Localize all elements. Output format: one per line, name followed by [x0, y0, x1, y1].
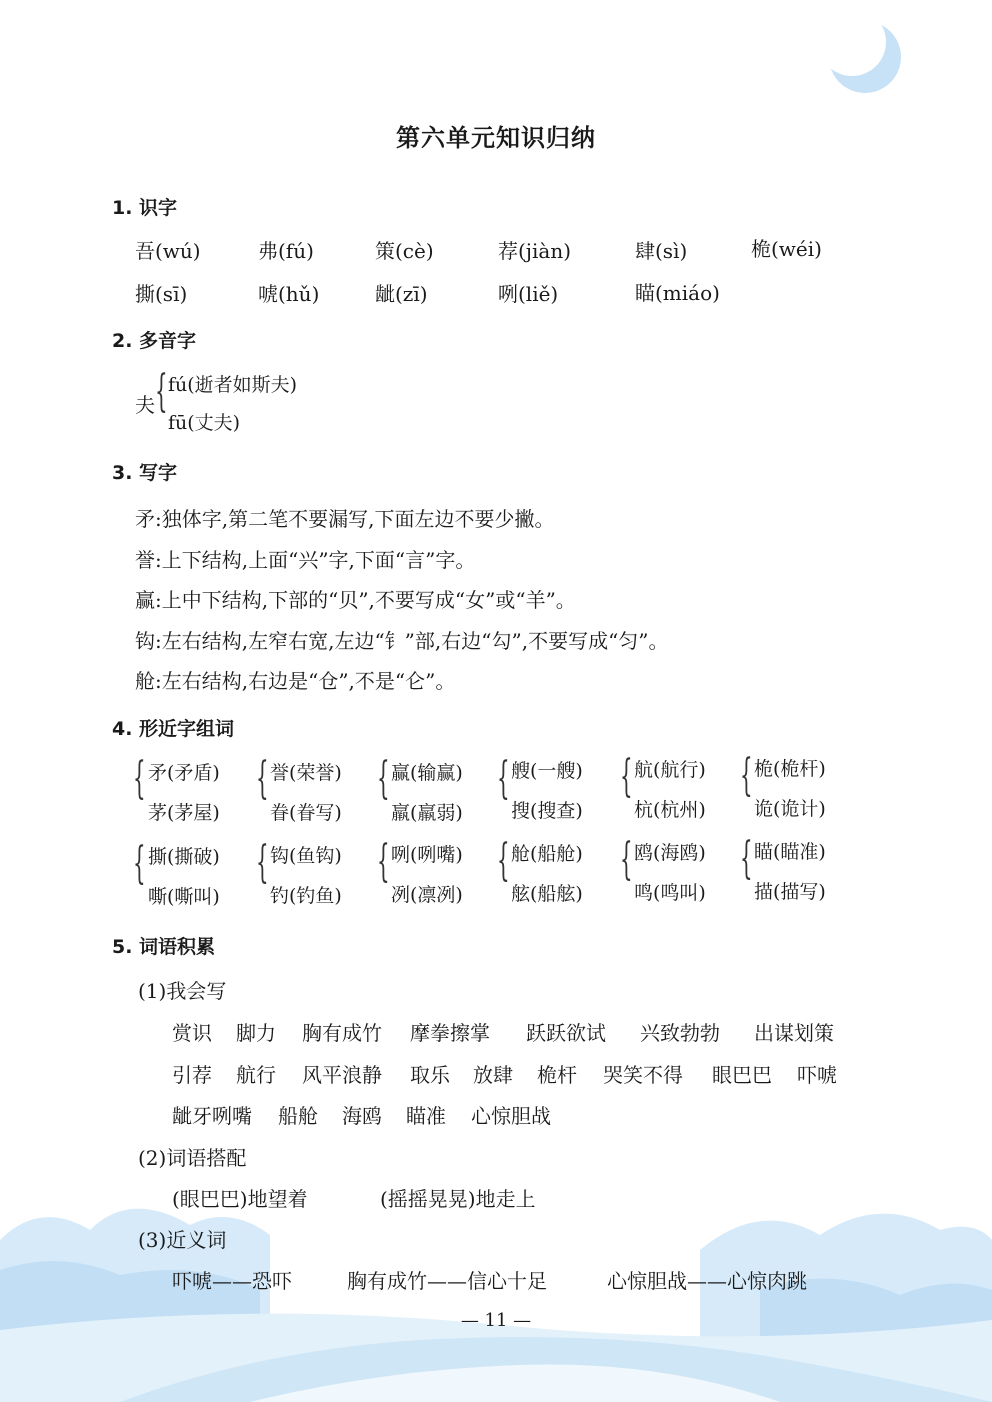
- brace-icon: {: [256, 837, 269, 888]
- vocab-word: 胸有成竹: [302, 1021, 382, 1045]
- similar-char-word: 瞄(瞄准): [754, 841, 826, 863]
- vocab-word: 船舱: [278, 1104, 318, 1128]
- brace-icon: {: [740, 833, 753, 884]
- literacy-item: 撕(sī): [135, 282, 188, 306]
- collocation-item: (眼巴巴)地望着: [172, 1187, 308, 1211]
- similar-char-word: 描(描写): [754, 881, 826, 903]
- page-number: — 11 —: [460, 1310, 532, 1331]
- literacy-item: 肆(sì): [635, 239, 688, 263]
- similar-char-word: 航(航行): [634, 759, 706, 781]
- vocab-word: 心惊胆战: [471, 1104, 551, 1128]
- writing-note: 誉:上下结构,上面“兴”字,下面“言”字。: [135, 548, 476, 572]
- vocab-word: 龇牙咧嘴: [172, 1104, 252, 1128]
- similar-char-word: 赢(输赢): [391, 762, 463, 784]
- vocab-word: 桅杆: [537, 1063, 577, 1087]
- section-heading-vocabulary: 5. 词语积累: [112, 936, 216, 958]
- vocab-word: 放肆: [473, 1063, 513, 1087]
- vocab-word: 海鸥: [342, 1104, 382, 1128]
- brace-icon: {: [620, 834, 633, 885]
- vocab-word: 眼巴巴: [712, 1063, 772, 1087]
- literacy-item: 荐(jiàn): [498, 239, 572, 263]
- brace-icon: {: [497, 753, 510, 804]
- collocation-item: (摇摇晃晃)地走上: [380, 1187, 536, 1211]
- subsection-label: (1)我会写: [138, 979, 227, 1003]
- similar-char-word: 鸣(鸣叫): [634, 882, 706, 904]
- vocab-word: 出谋划策: [754, 1021, 834, 1045]
- synonym-pair: 胸有成竹——信心十足: [347, 1269, 547, 1293]
- vocab-word: 吓唬: [797, 1063, 837, 1087]
- vocab-word: 脚力: [236, 1021, 276, 1045]
- similar-char-word: 誉(荣誉): [270, 762, 342, 784]
- brace-icon: {: [497, 835, 510, 886]
- writing-note: 舱:左右结构,右边是“仓”,不是“仑”。: [135, 669, 456, 693]
- subsection-label: (2)词语搭配: [138, 1146, 247, 1170]
- section-heading-literacy: 1. 识字: [112, 197, 178, 219]
- polyphone-reading: fú(逝者如斯夫): [168, 374, 298, 396]
- section-heading-polyphone: 2. 多音字: [112, 330, 197, 352]
- vocab-word: 风平浪静: [302, 1063, 382, 1087]
- similar-char-word: 冽(凛冽): [391, 884, 463, 906]
- literacy-item: 桅(wéi): [751, 237, 822, 261]
- moon-decoration: [820, 12, 910, 102]
- similar-char-word: 搜(搜查): [511, 800, 583, 822]
- similar-char-word: 钓(钓鱼): [270, 885, 342, 907]
- writing-note: 赢:上中下结构,下部的“贝”,不要写成“女”或“羊”。: [135, 588, 576, 612]
- similar-char-word: 撕(撕破): [148, 846, 220, 868]
- literacy-item: 瞄(miáo): [635, 281, 720, 305]
- similar-char-word: 舱(船舱): [511, 843, 583, 865]
- similar-char-word: 艘(一艘): [511, 760, 583, 782]
- literacy-item: 唬(hǔ): [258, 282, 320, 306]
- brace-icon: {: [256, 753, 269, 804]
- vocab-word: 取乐: [410, 1063, 450, 1087]
- similar-char-word: 桅(桅杆): [754, 758, 826, 780]
- brace-icon: {: [740, 750, 753, 801]
- page-title: 第六单元知识归纳: [396, 124, 596, 152]
- similar-char-word: 诡(诡计): [754, 798, 826, 820]
- vocab-word: 引荐: [172, 1063, 212, 1087]
- literacy-item: 吾(wú): [135, 239, 201, 263]
- vocab-word: 跃跃欲试: [526, 1021, 606, 1045]
- similar-char-word: 眷(眷写): [270, 802, 342, 824]
- vocab-word: 兴致勃勃: [640, 1021, 720, 1045]
- brace-icon: {: [377, 836, 390, 887]
- polyphone-char: 夫: [135, 393, 155, 417]
- literacy-item: 咧(liě): [498, 282, 559, 306]
- similar-char-word: 咧(咧嘴): [391, 844, 463, 866]
- vocab-word: 赏识: [172, 1021, 212, 1045]
- vocab-word: 哭笑不得: [603, 1063, 683, 1087]
- section-heading-similar-chars: 4. 形近字组词: [112, 718, 235, 740]
- subsection-label: (3)近义词: [138, 1228, 227, 1252]
- synonym-pair: 心惊胆战——心惊肉跳: [607, 1269, 807, 1293]
- vocab-word: 瞄准: [406, 1104, 446, 1128]
- brace-icon: {: [377, 753, 390, 804]
- vocab-word: 航行: [236, 1063, 276, 1087]
- polyphone-reading: fū(丈夫): [168, 412, 241, 434]
- similar-char-word: 杭(杭州): [634, 799, 706, 821]
- brace-icon: {: [133, 838, 146, 889]
- similar-char-word: 嘶(嘶叫): [148, 886, 220, 908]
- brace-icon: {: [155, 366, 168, 417]
- brace-icon: {: [133, 753, 146, 804]
- similar-char-word: 舷(船舷): [511, 883, 583, 905]
- literacy-item: 策(cè): [375, 239, 434, 263]
- literacy-item: 龇(zī): [375, 282, 428, 306]
- writing-note: 钩:左右结构,左窄右宽,左边“钅”部,右边“勾”,不要写成“匀”。: [135, 629, 669, 653]
- vocab-word: 摩拳擦掌: [410, 1021, 490, 1045]
- literacy-item: 弗(fú): [258, 239, 314, 263]
- similar-char-word: 钩(鱼钩): [270, 845, 342, 867]
- similar-char-word: 茅(茅屋): [148, 802, 220, 824]
- similar-char-word: 矛(矛盾): [148, 762, 220, 784]
- writing-note: 矛:独体字,第二笔不要漏写,下面左边不要少撇。: [135, 507, 555, 531]
- similar-char-word: 羸(羸弱): [391, 802, 463, 824]
- synonym-pair: 吓唬——恐吓: [172, 1269, 292, 1293]
- section-heading-writing: 3. 写字: [112, 462, 178, 484]
- brace-icon: {: [620, 751, 633, 802]
- similar-char-word: 鸥(海鸥): [634, 842, 706, 864]
